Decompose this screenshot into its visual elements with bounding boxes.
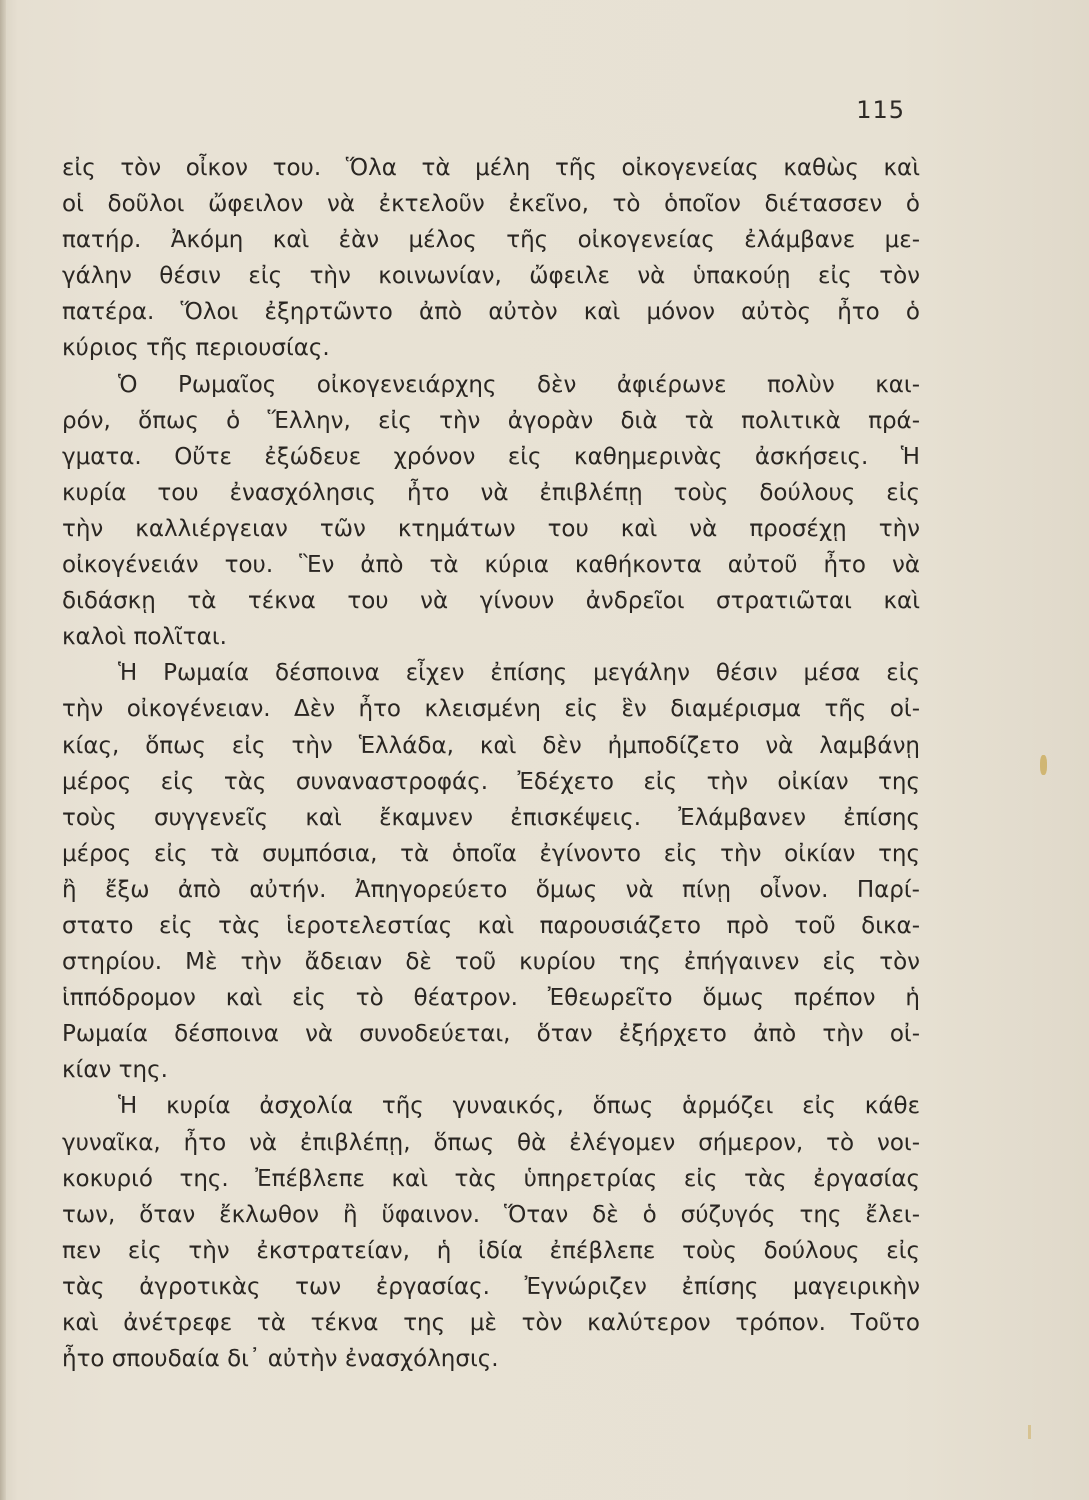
paragraph-first-line: Ὁ Ρωμαῖος οἰκογενειάρχης δὲν ἀφιέρωνε πολὺν και- [118, 371, 920, 398]
text-line: ἦτο σπουδαία δι᾽ αὐτὴν ἐνασχόλησις. [62, 1346, 499, 1373]
text-line: Ρωμαία δέσποινα νὰ συνοδεύεται, ὅταν ἐξήρχετο ἀπὸ τὴν οἰ- [62, 1021, 920, 1048]
text-line: μέρος εἰς τὰ συμπόσια, τὰ ὁποῖα ἐγίνοντο εἰς τὴν οἰκίαν της [62, 840, 920, 867]
text-line: κοκυριό της. Ἐπέβλεπε καὶ τὰς ὑπηρετρίας εἰς τὰς ἐργασίας [62, 1165, 920, 1192]
text-line: καλοὶ πολῖται. [62, 624, 227, 651]
text-line: καὶ ἀνέτρεφε τὰ τέκνα της μὲ τὸν καλύτερον τρόπον. Τοῦτο [62, 1310, 920, 1336]
text-line: οἱ δοῦλοι ὤφειλον νὰ ἐκτελοῦν ἐκεῖνο, τὸ ὁποῖον διέτασσεν ὁ [62, 191, 920, 218]
paper-stain [1040, 755, 1047, 775]
binding-edge [0, 0, 6, 1500]
text-line: στατο εἰς τὰς ἱεροτελεστίας καὶ παρουσιάζετο πρὸ τοῦ δικα- [62, 912, 920, 939]
text-line: κίας, ὅπως εἰς τὴν Ἑλλάδα, καὶ δὲν ἠμποδίζετο νὰ λαμβάνῃ [62, 732, 920, 759]
page-number: 115 [856, 96, 905, 124]
text-line: τὰς ἀγροτικὰς των ἐργασίας. Ἐγνώριζεν ἐπίσης μαγειρικὴν [62, 1273, 920, 1300]
text-line: κυρία του ἐνασχόλησις ἦτο νὰ ἐπιβλέπῃ τοὺς δούλους εἰς [62, 479, 920, 506]
text-line: πατέρα. Ὅλοι ἐξηρτῶντο ἀπὸ αὐτὸν καὶ μόνον αὐτὸς ἦτο ὁ [62, 299, 920, 326]
text-line: ἱππόδρομον καὶ εἰς τὸ θέατρον. Ἐθεωρεῖτο ὅμως πρέπον ἡ [62, 985, 920, 1012]
text-line: πεν εἰς τὴν ἐκστρατείαν, ἡ ἰδία ἐπέβλεπε τοὺς δούλους εἰς [62, 1237, 920, 1264]
text-line: εἰς τὸν οἶκον του. Ὅλα τὰ μέλη τῆς οἰκογενείας καθὼς καὶ [62, 155, 920, 181]
text-line: μέρος εἰς τὰς συναναστροφάς. Ἐδέχετο εἰς τὴν οἰκίαν της [62, 768, 920, 795]
text-line: ρόν, ὅπως ὁ Ἕλλην, εἰς τὴν ἀγορὰν διὰ τὰ πολιτικὰ πρά- [62, 407, 920, 434]
text-line: τὴν οἰκογένειαν. Δὲν ἦτο κλεισμένη εἰς ἓν διαμέρισμα τῆς οἰ- [62, 696, 920, 723]
body-text [62, 150, 920, 1377]
text-line: πατήρ. Ἀκόμη καὶ ἐὰν μέλος τῆς οἰκογενείας ἐλάμβανε με- [62, 227, 920, 254]
text-line: ἢ ἔξω ἀπὸ αὐτήν. Ἀπηγορεύετο ὅμως νὰ πίνῃ οἶνον. Παρί- [62, 876, 920, 903]
text-line: τὴν καλλιέργειαν τῶν κτημάτων του καὶ νὰ προσέχῃ τὴν [62, 515, 920, 542]
paper-speck [1028, 1425, 1031, 1439]
text-line: των, ὅταν ἔκλωθον ἢ ὕφαινον. Ὅταν δὲ ὁ σύζυγός της ἔλει- [62, 1201, 920, 1228]
text-line: κίαν της. [62, 1057, 168, 1084]
text-line: γματα. Οὔτε ἐξώδευε χρόνον εἰς καθημερινὰς ἀσκήσεις. Ἡ [62, 443, 920, 470]
text-line: τοὺς συγγενεῖς καὶ ἔκαμνεν ἐπισκέψεις. Ἐλάμβανεν ἐπίσης [62, 804, 920, 831]
text-line: οἰκογένειάν του. Ἓν ἀπὸ τὰ κύρια καθήκοντα αὐτοῦ ἦτο νὰ [62, 552, 920, 579]
paragraph-first-line: Ἡ Ρωμαία δέσποινα εἶχεν ἐπίσης μεγάλην θέσιν μέσα εἰς [118, 660, 920, 687]
text-line: διδάσκῃ τὰ τέκνα του νὰ γίνουν ἀνδρεῖοι στρατιῶται καὶ [62, 588, 920, 615]
text-line: κύριος τῆς περιουσίας. [62, 335, 330, 362]
text-line: στηρίου. Μὲ τὴν ἄδειαν δὲ τοῦ κυρίου της ἐπήγαινεν εἰς τὸν [62, 949, 920, 976]
text-line: γυναῖκα, ἦτο νὰ ἐπιβλέπῃ, ὅπως θὰ ἐλέγομεν σήμερον, τὸ νοι- [62, 1129, 920, 1156]
text-line: γάλην θέσιν εἰς τὴν κοινωνίαν, ὤφειλε νὰ ὑπακούῃ εἰς τὸν [62, 263, 920, 290]
paragraph-first-line: Ἡ κυρία ἀσχολία τῆς γυναικός, ὅπως ἁρμόζει εἰς κάθε [118, 1093, 920, 1120]
